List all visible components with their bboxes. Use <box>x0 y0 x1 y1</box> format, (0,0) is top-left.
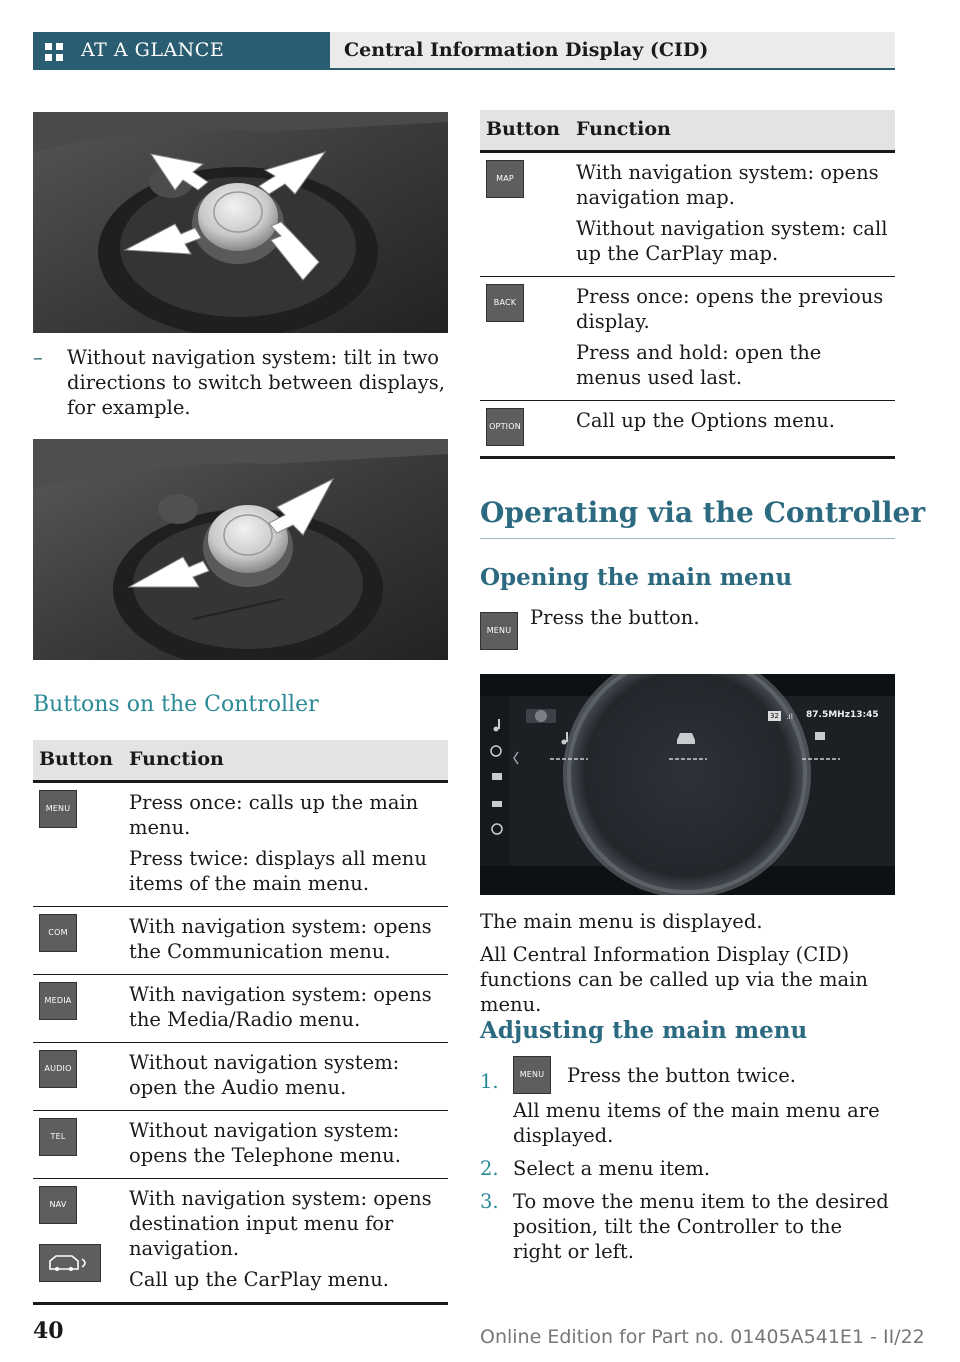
bullet-text: Without navigation system: tilt in two directions to switch between displays, for example. <box>67 346 445 419</box>
col-header-button: Button <box>33 740 123 782</box>
section-rule <box>480 538 895 539</box>
page-number: 40 <box>33 1318 64 1344</box>
function-text: With navigation system: opens destination input menu for navigation. <box>129 1187 432 1260</box>
chapter-title: Central Information Display (CID) <box>344 39 709 61</box>
col-header-function: Function <box>123 740 448 782</box>
function-text: Press once: opens the previous display. <box>576 285 884 333</box>
function-text: With navigation system: opens the Communication menu. <box>129 915 432 963</box>
table-row <box>33 1043 448 1111</box>
controller-buttons-table-continued <box>480 110 895 459</box>
clock-time: 13:45 <box>850 710 879 720</box>
adjusting-steps-list <box>480 1056 895 1272</box>
chapter-tab <box>330 32 895 70</box>
carplay-button-icon <box>39 1244 101 1282</box>
controller-photo-two-directions <box>33 439 448 660</box>
list-item <box>480 1189 895 1264</box>
function-text: Press twice: displays all menu items of the main menu. <box>129 847 427 895</box>
bullet-dash: – <box>33 346 43 369</box>
function-text: Without navigation system: call up the CarPlay map. <box>576 217 888 265</box>
nav-button-icon: NAV <box>39 1186 77 1224</box>
section-label: AT A GLANCE <box>81 39 225 61</box>
opening-menu-text: Press the button. <box>530 606 700 629</box>
menu-button-icon: MENU <box>39 790 77 828</box>
opening-menu-heading: Opening the main menu <box>480 564 793 591</box>
back-button-icon: BACK <box>486 284 524 322</box>
step-number: 3. <box>480 1190 499 1213</box>
media-button-icon: MEDIA <box>39 982 77 1020</box>
list-item <box>480 1156 895 1181</box>
function-text: Without navigation system: opens the Telephone menu. <box>129 1119 401 1167</box>
cid-main-menu-screenshot <box>480 674 895 895</box>
section-tab <box>33 32 330 70</box>
com-button-icon: COM <box>39 914 77 952</box>
option-button-icon: OPTION <box>486 408 524 446</box>
step-number: 2. <box>480 1157 499 1180</box>
status-badge: 32 <box>770 712 779 720</box>
step-text: To move the menu item to the desired position, tilt the Controller to the right or left. <box>513 1190 889 1263</box>
section-title: Operating via the Controller <box>480 496 926 529</box>
controller-buttons-table <box>33 740 448 1305</box>
function-text: With navigation system: opens the Media/Radio menu. <box>129 983 432 1031</box>
after-cid-text <box>480 909 895 1025</box>
table-row <box>33 1111 448 1179</box>
running-header <box>33 32 895 70</box>
table-row <box>480 152 895 277</box>
table-row <box>33 975 448 1043</box>
function-text: Call up the CarPlay menu. <box>129 1268 390 1291</box>
table-row <box>480 401 895 458</box>
function-text: Call up the Options menu. <box>576 409 835 432</box>
controller-photo-four-directions <box>33 112 448 333</box>
main-menu-displayed-text: The main menu is displayed. <box>480 910 763 933</box>
menu-button-icon: MENU <box>480 612 518 650</box>
step-subtext: All menu items of the main menu are displayed. <box>513 1099 880 1147</box>
table-row <box>480 277 895 401</box>
audio-button-icon: AUDIO <box>39 1050 77 1088</box>
tel-button-icon: TEL <box>39 1118 77 1156</box>
adjusting-menu-heading: Adjusting the main menu <box>480 1017 808 1044</box>
grid-icon <box>45 43 63 61</box>
buttons-subheading: Buttons on the Controller <box>33 692 319 717</box>
table-row <box>33 907 448 975</box>
main-menu-functions-text: All Central Information Display (CID) functions can be called up via the main menu. <box>480 943 868 1016</box>
step-text: Select a menu item. <box>513 1157 711 1180</box>
list-item <box>480 1056 895 1148</box>
function-text: Press and hold: open the menus used last. <box>576 341 822 389</box>
map-button-icon: MAP <box>486 160 524 198</box>
edition-note: Online Edition for Part no. 01405A541E1 - II/22 <box>480 1326 925 1348</box>
function-text: Without navigation system: open the Audio menu. <box>129 1051 400 1099</box>
step-text: Press the button twice. <box>567 1063 796 1087</box>
table-row <box>33 782 448 907</box>
col-header-button: Button <box>480 110 570 152</box>
function-text: With navigation system: opens navigation map. <box>576 161 879 209</box>
bullet-item <box>33 345 448 420</box>
step-number: 1. <box>480 1070 499 1093</box>
function-text: Press once: calls up the main menu. <box>129 791 419 839</box>
radio-frequency: 87.5MHz <box>806 710 850 720</box>
menu-button-icon: MENU <box>513 1056 551 1094</box>
col-header-function: Function <box>570 110 895 152</box>
table-row <box>33 1179 448 1304</box>
signal-icon: .ıl <box>786 712 793 721</box>
